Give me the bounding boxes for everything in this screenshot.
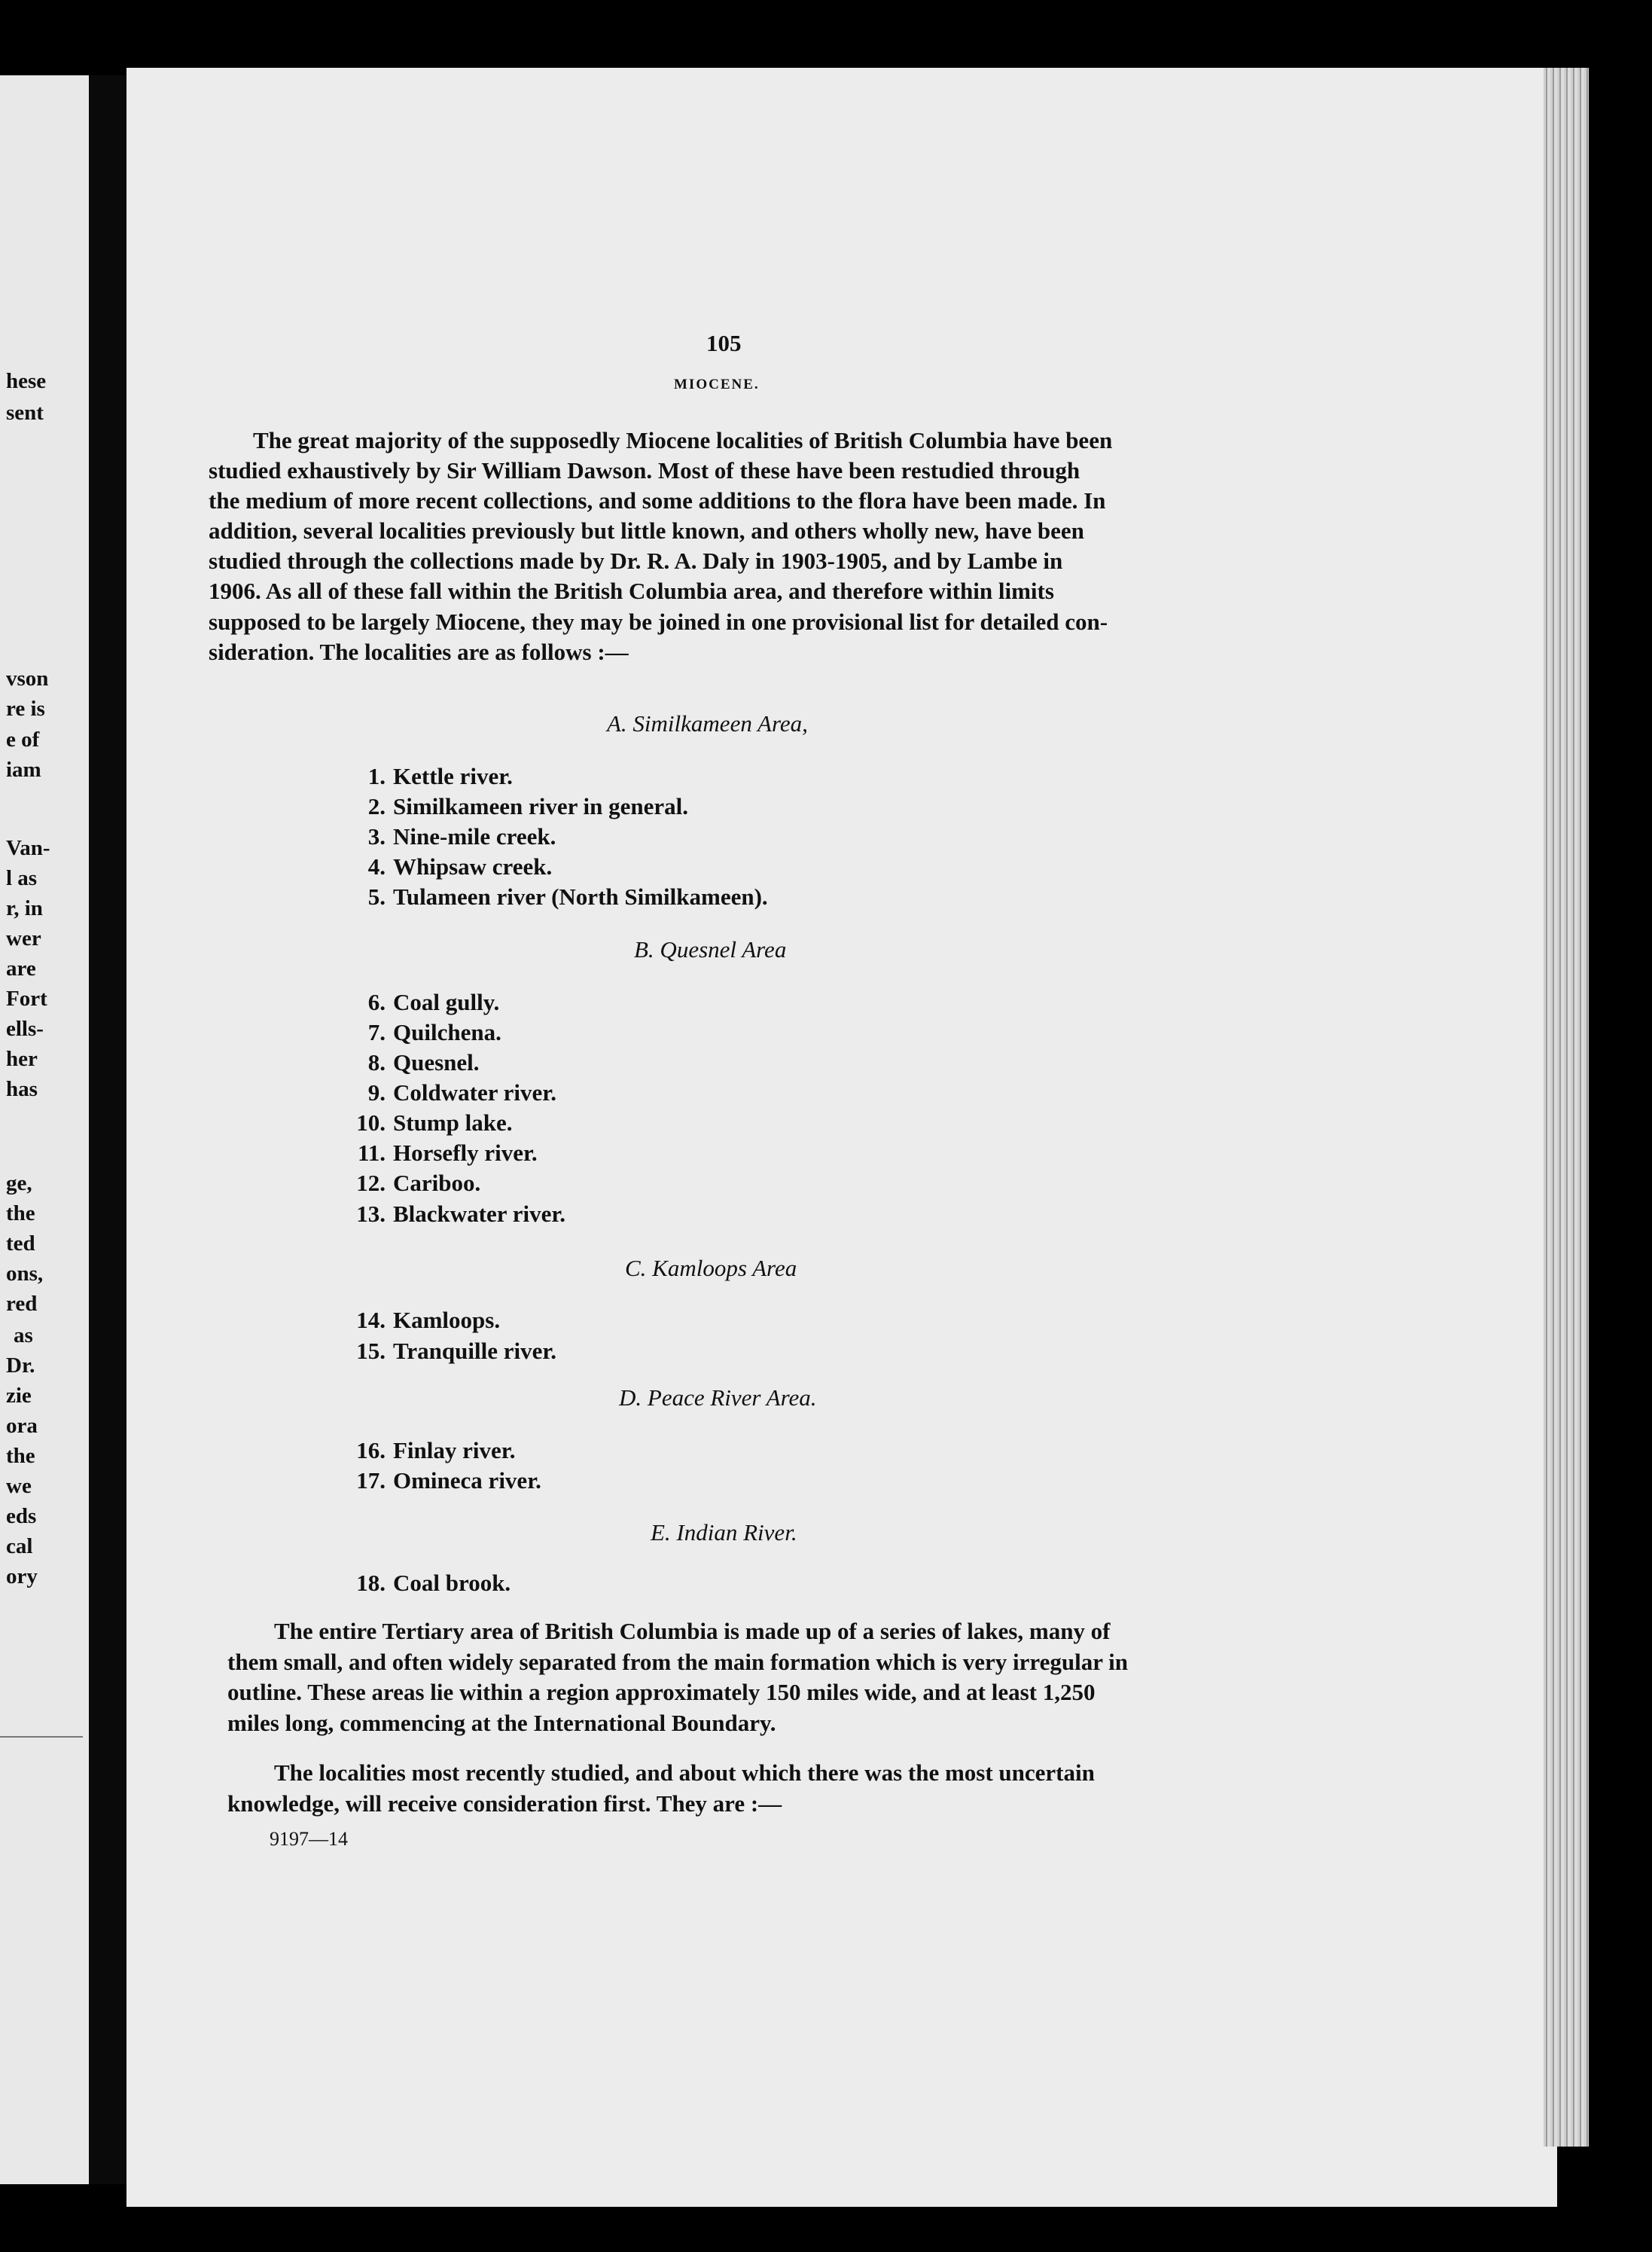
paragraph-line: them small, and often widely separated from the main formation which is very irregular in: [227, 1649, 1128, 1675]
list-item: [348, 1307, 500, 1334]
left-page-fragment: Van-: [6, 836, 50, 860]
list-item: [348, 1201, 565, 1228]
paragraph-line: sideration. The localities are as follows :—: [209, 639, 629, 665]
item-name: Quilchena.: [393, 1019, 501, 1045]
list-item: [348, 1467, 541, 1494]
left-page-fragment: red: [6, 1292, 38, 1316]
paragraph-line: the medium of more recent collections, and some additions to the flora have been made. In: [209, 487, 1106, 514]
area-heading: A. Similkameen Area,: [607, 710, 808, 737]
item-name: Finlay river.: [393, 1437, 516, 1463]
item-number: 2.: [367, 793, 386, 819]
left-page-fragment: ory: [6, 1564, 38, 1588]
list-item: [348, 883, 768, 911]
item-name: Coldwater river.: [393, 1079, 556, 1106]
left-page-fragment: ted: [6, 1231, 35, 1256]
item-name: Tranquille river.: [393, 1338, 556, 1364]
list-item: [348, 793, 688, 820]
paragraph-line: The great majority of the supposedly Miocene localities of British Columbia have been: [253, 427, 1113, 453]
item-number: 13.: [356, 1201, 386, 1227]
list-item: [348, 1049, 480, 1076]
left-page-fragment: re is: [6, 697, 45, 721]
item-number: 16.: [356, 1437, 386, 1463]
left-page-fragment: Dr.: [6, 1353, 35, 1378]
item-number: 10.: [356, 1109, 386, 1136]
left-page-fragment: ora: [6, 1414, 38, 1438]
list-item: [348, 1079, 556, 1106]
list-item: [348, 1338, 556, 1365]
left-page-fragment: ells-: [6, 1017, 44, 1041]
item-name: Similkameen river in general.: [393, 793, 689, 819]
paragraph-line: studied through the collections made by Dr. R. A. Daly in 1903-1905, and by Lambe in: [209, 548, 1063, 574]
left-page-fragment: Fort: [6, 987, 47, 1011]
item-number: 15.: [356, 1338, 386, 1364]
list-item: [348, 853, 552, 880]
item-name: Cariboo.: [393, 1170, 481, 1196]
left-page-fragment: ons,: [6, 1262, 44, 1286]
item-name: Horsefly river.: [393, 1140, 538, 1166]
left-page-fragment: hese: [6, 369, 47, 393]
left-page-fragment: iam: [6, 758, 41, 782]
item-number: 4.: [367, 853, 386, 880]
item-name: Whipsaw creek.: [393, 853, 553, 880]
item-name: Coal brook.: [393, 1570, 511, 1596]
list-item: [348, 1570, 511, 1597]
left-page-fragment: has: [6, 1077, 38, 1101]
paragraph-line: supposed to be largely Miocene, they may be joined in one provisional list for detailed con-: [209, 609, 1108, 635]
list-item: [348, 1109, 512, 1137]
list-item: [348, 989, 499, 1016]
item-number: 8.: [367, 1049, 386, 1076]
left-page-fragment: wer: [6, 926, 41, 951]
paragraph-line: miles long, commencing at the International Boundary.: [227, 1710, 776, 1736]
paragraph-line: 1906. As all of these fall within the British Columbia area, and therefore within limits: [209, 578, 1054, 604]
paragraph-line: studied exhaustively by Sir William Dawson. Most of these have been restudied through: [209, 457, 1081, 484]
left-page-fragment: her: [6, 1047, 38, 1071]
item-name: Tulameen river (North Similkameen).: [393, 883, 768, 910]
left-page-fragment: ge,: [6, 1171, 32, 1195]
item-number: 1.: [367, 763, 386, 789]
item-number: 11.: [357, 1140, 386, 1166]
left-page-fragment: sent: [6, 401, 44, 425]
list-item: [348, 1437, 515, 1464]
item-name: Kamloops.: [393, 1307, 501, 1333]
list-item: [348, 1019, 501, 1046]
document-page: [126, 68, 1557, 2207]
area-heading: B. Quesnel Area: [634, 936, 787, 963]
item-number: 18.: [356, 1570, 386, 1596]
item-name: Quesnel.: [393, 1049, 480, 1076]
left-page-fragment: l as: [6, 866, 38, 890]
paragraph-line: outline. These areas lie within a region approximately 150 miles wide, and at least 1,250: [227, 1679, 1096, 1705]
area-heading: E. Indian River.: [651, 1519, 797, 1546]
paragraph-line: The entire Tertiary area of British Columbia is made up of a series of lakes, many of: [274, 1618, 1111, 1644]
list-item: [348, 823, 556, 850]
item-number: 14.: [356, 1307, 386, 1333]
paragraph-line: addition, several localities previously but little known, and others wholly new, have been: [209, 517, 1084, 544]
item-number: 5.: [367, 883, 386, 910]
item-name: Stump lake.: [393, 1109, 513, 1136]
list-item: [348, 1140, 538, 1167]
left-page-fragment: vson: [6, 667, 49, 691]
item-name: Nine-mile creek.: [393, 823, 556, 850]
paragraph-line: The localities most recently studied, and about which there was the most uncertain: [274, 1759, 1095, 1786]
page-edge-stack: [1544, 68, 1589, 2147]
page-number: 105: [706, 330, 742, 356]
left-page-fragment: the: [6, 1444, 35, 1468]
area-heading: C. Kamloops Area: [625, 1255, 797, 1281]
left-page-fragment: cal: [6, 1534, 33, 1558]
paragraph-line: knowledge, will receive consideration first. They are :—: [227, 1790, 782, 1817]
left-page-rule: [0, 1736, 83, 1738]
area-heading: D. Peace River Area.: [619, 1384, 817, 1411]
item-number: 6.: [367, 989, 386, 1015]
list-item: [348, 763, 513, 790]
item-number: 7.: [367, 1019, 386, 1045]
left-page-fragment: we: [6, 1474, 32, 1498]
left-page-fragment: e of: [6, 728, 40, 752]
item-number: 17.: [356, 1467, 386, 1494]
book-spine: [89, 75, 126, 2184]
left-page-fragment: the: [6, 1201, 35, 1225]
list-item: [348, 1170, 480, 1197]
left-page-fragment: are: [6, 957, 36, 981]
left-page-fragment: eds: [6, 1504, 37, 1528]
item-number: 3.: [367, 823, 386, 850]
item-name: Coal gully.: [393, 989, 500, 1015]
left-page-fragment: r, in: [6, 896, 43, 920]
section-heading: MIOCENE.: [674, 377, 760, 392]
left-page-fragment: zie: [6, 1384, 32, 1408]
item-name: Blackwater river.: [393, 1201, 566, 1227]
left-page-fragment: as: [14, 1323, 33, 1347]
item-number: 12.: [356, 1170, 386, 1196]
item-name: Omineca river.: [393, 1467, 541, 1494]
item-number: 9.: [367, 1079, 386, 1106]
item-name: Kettle river.: [393, 763, 513, 789]
left-page-margin: [0, 75, 89, 2184]
printer-signature: 9197—14: [270, 1828, 348, 1850]
